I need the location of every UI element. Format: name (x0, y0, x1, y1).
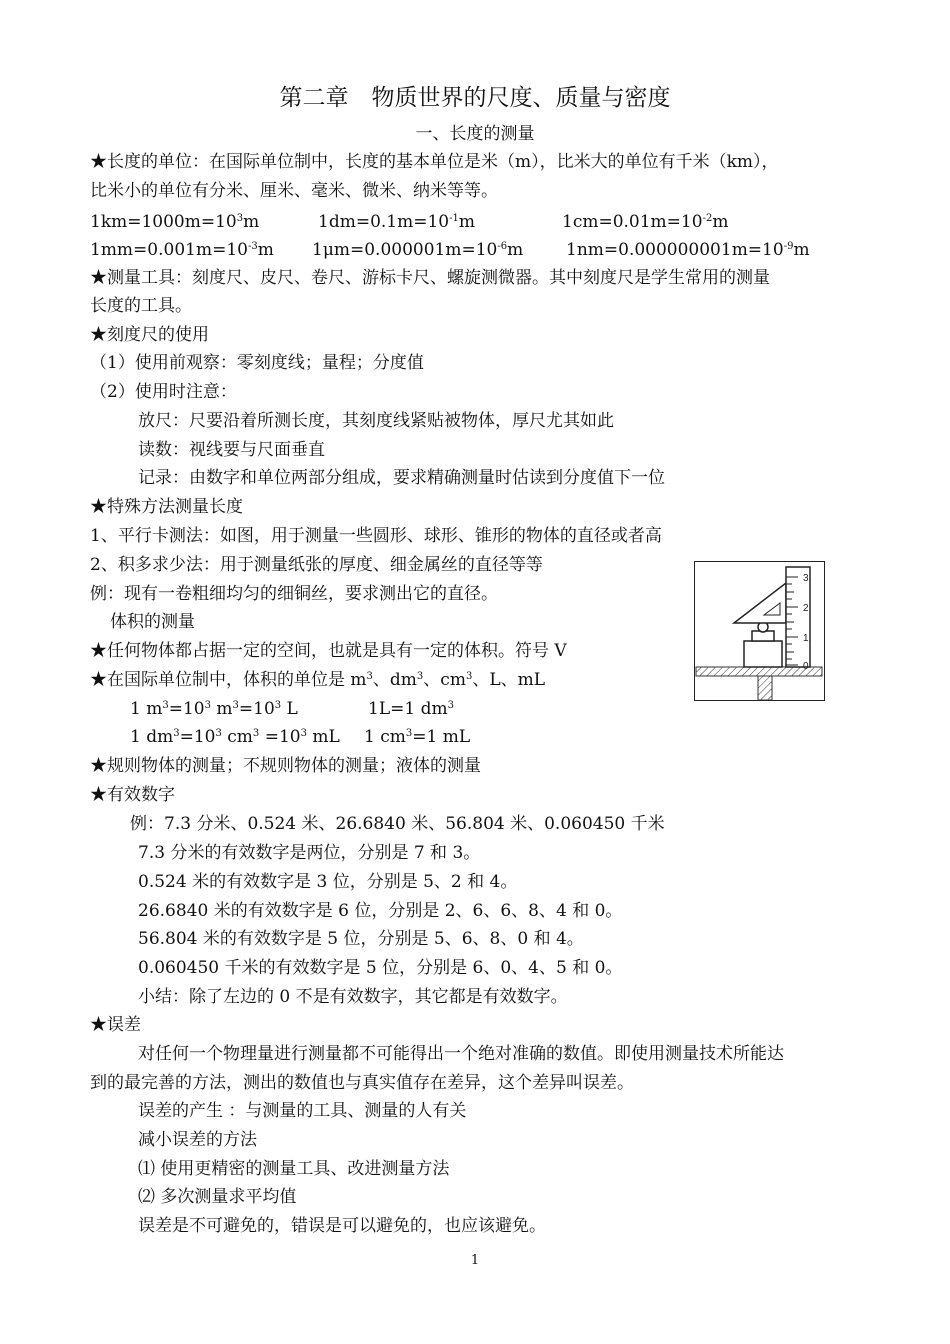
ruler-label: 2 (803, 603, 809, 614)
unit-conversion: $1dm=0.1m=10^{-1}m$ (318, 212, 475, 232)
example-line: 例：现有一卷粗细均匀的细铜丝，要求测出它的直径。 (90, 584, 498, 604)
volume-conversion: 1 $cm^3=1$ mL (364, 727, 471, 747)
star-bullet: ★ (90, 1015, 107, 1035)
heading-special-methods: ★特殊方法测量长度 (90, 497, 243, 517)
ruler-label: 0 (803, 661, 809, 672)
list-item: ⑵ 多次测量求平均值 (138, 1187, 297, 1207)
unit-conversion: $1cm=0.01m=10^{-2}m$ (562, 212, 729, 232)
paragraph-line: 比米小的单位有分米、厘米、毫米、微米、纳米等等。 (90, 181, 498, 201)
heading-error: ★误差 (90, 1015, 141, 1035)
star-bullet: ★ (90, 497, 107, 517)
heading-significant-figures: ★有效数字 (90, 785, 175, 805)
paragraph-length-units: ★长度的单位：在国际单位制中，长度的基本单位是米（m），比米大的单位有千米（km）， (90, 152, 779, 172)
list-item: 2、积多求少法：用于测量纸张的厚度、细金属丝的直径等等 (90, 555, 543, 575)
star-bullet: ★ (90, 670, 107, 690)
volume-conversion: 1 $m^3=10^3$ $m^3=10^3$ L (130, 699, 298, 719)
list-subitem: 放尺：尺要沿着所测长度，其刻度线紧贴被物体，厚尺尤其如此 (138, 411, 614, 431)
ruler-measurement-figure (694, 561, 825, 701)
heading-ruler-usage: ★刻度尺的使用 (90, 325, 209, 345)
example-line: 56.804 米的有效数字是 5 位，分别是 5、6、8、0 和 4。 (138, 929, 584, 949)
ruler-label: 3 (803, 573, 809, 584)
example-line: 7.3 分米的有效数字是两位，分别是 7 和 3。 (138, 843, 481, 863)
paragraph-line: 到的最完善的方法，测出的数值也与真实值存在差异，这个差异叫误差。 (90, 1073, 634, 1093)
paragraph-volume-units: ★在国际单位制中，体积的单位是 $m^3$、$dm^3$、$cm^3$、L、mL (90, 670, 546, 690)
summary-line: 小结：除了左边的 0 不是有效数字，其它都是有效数字。 (138, 987, 568, 1007)
list-item: ⑴ 使用更精密的测量工具、改进测量方法 (138, 1159, 450, 1179)
unit-conversion: $1km=1000m=10^3m$ (90, 212, 260, 232)
table-leg (758, 676, 772, 700)
list-item: （1）使用前观察：零刻度线；量程；分度值 (90, 353, 424, 373)
paragraph-line: 减小误差的方法 (138, 1130, 257, 1150)
weight-body (744, 641, 782, 667)
paragraph-measurement-types: ★规则物体的测量；不规则物体的测量；液体的测量 (90, 756, 481, 776)
star-bullet: ★ (90, 268, 107, 288)
paragraph-tools: ★测量工具：刻度尺、皮尺、卷尺、游标卡尺、螺旋测微器。其中刻度尺是学生常用的测量 (90, 268, 770, 288)
volume-conversion: 1L=1 $dm^3$ (368, 699, 454, 719)
example-line: 26.6840 米的有效数字是 6 位，分别是 2、6、6、8、4 和 0。 (138, 901, 623, 921)
list-subitem: 读数：视线要与尺面垂直 (138, 440, 325, 460)
section-title: 一、长度的测量 (415, 124, 535, 144)
page-number: 1 (470, 1253, 480, 1268)
paragraph-line: 长度的工具。 (90, 296, 192, 316)
paragraph-line: 误差是不可避免的，错误是可以避免的，也应该避免。 (138, 1216, 546, 1236)
chapter-title: 第二章 物质世界的尺度、质量与密度 (279, 85, 671, 111)
example-line: 例：7.3 分米、0.524 米、26.6840 米、56.804 米、0.060450 千米 (130, 814, 665, 834)
unit-conversion: $1\mu m=0.000001m=10^{-6}m$ (312, 240, 524, 260)
star-bullet: ★ (90, 756, 107, 776)
example-line: 0.060450 千米的有效数字是 5 位，分别是 6、0、4、5 和 0。 (138, 958, 623, 978)
list-item: （2）使用时注意： (90, 382, 237, 402)
star-bullet: ★ (90, 785, 107, 805)
star-bullet: ★ (90, 325, 107, 345)
volume-conversion: 1 $dm^3=10^3$ $cm^3 =10^3$ mL (130, 727, 340, 747)
paragraph-line: 误差的产生 ：与测量的工具、测量的人有关 (138, 1101, 467, 1121)
paragraph-volume: ★任何物体都占据一定的空间，也就是具有一定的体积。符号 V (90, 641, 567, 661)
section-heading-volume: 体积的测量 (110, 612, 195, 632)
unit-conversion: $1mm=0.001m=10^{-3}m$ (90, 240, 274, 260)
example-line: 0.524 米的有效数字是 3 位，分别是 5、2 和 4。 (138, 872, 518, 892)
star-bullet: ★ (90, 641, 107, 661)
star-bullet: ★ (90, 152, 107, 172)
paragraph-line: 对任何一个物理量进行测量都不可能得出一个绝对准确的数值。即使用测量技术所能达 (138, 1044, 784, 1064)
ruler-label: 1 (803, 633, 809, 644)
unit-conversion: $1nm=0.000000001m=10^{-9}m$ (566, 240, 810, 260)
list-subitem: 记录：由数字和单位两部分组成，要求精确测量时估读到分度值下一位 (138, 468, 665, 488)
list-item: 1、平行卡测法：如图，用于测量一些圆形、球形、锥形的物体的直径或者高 (90, 526, 662, 546)
